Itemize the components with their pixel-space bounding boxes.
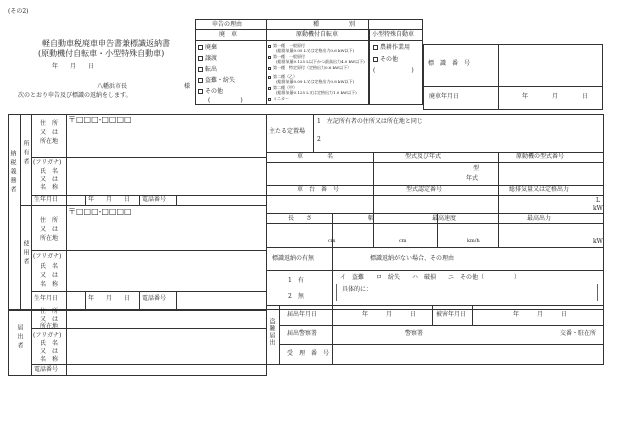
- reason-option-other[interactable]: その他: [198, 89, 223, 95]
- filer-name-3: 名 称: [39, 356, 58, 363]
- moped-title: 原動機付自転車: [296, 31, 339, 38]
- owner-phone-label: 電話番号: [142, 196, 167, 203]
- displacement-unit-l: L: [596, 197, 600, 204]
- owner-name-label-1: 氏 名: [39, 168, 58, 175]
- theft-police-value: 警察署: [405, 330, 424, 337]
- owner-side-label: 所有者: [22, 140, 29, 167]
- user-name-label-3: 名 称: [39, 281, 58, 288]
- checkbox-icon: [373, 57, 378, 62]
- checkbox-icon: [268, 87, 271, 90]
- speed-unit: km/h: [467, 238, 480, 244]
- checkbox-icon: [268, 67, 271, 70]
- checkbox-icon: [268, 76, 271, 79]
- filer-phone-label: 電話番号: [34, 366, 59, 373]
- user-address-label-3: 所在地: [39, 235, 58, 242]
- checkbox-icon: [268, 56, 271, 59]
- recipient: 八幡浜市長: [97, 83, 128, 90]
- theft-branch-value: 交番・駐在所: [560, 330, 597, 337]
- vehicle-name-label: 車 名: [297, 153, 334, 160]
- checkbox-icon: [268, 98, 271, 101]
- width-label: 幅: [368, 215, 375, 222]
- user-name-label-2: 又 は: [39, 272, 58, 279]
- moped-option-5[interactable]: 第二種（甲）: [268, 86, 297, 90]
- storage-label: 主たる定置場: [269, 128, 306, 135]
- plate-box: [423, 44, 603, 110]
- user-birth-value: 年 月 日: [88, 295, 131, 302]
- user-address-label-1: 住 所: [39, 217, 58, 224]
- filer-address-1: 住 所: [39, 308, 58, 315]
- theft-damage-date-value: 年 月 日: [513, 311, 568, 318]
- small-other-paren: ( ): [373, 67, 414, 74]
- engine-model-label: 原動機の型式番号: [516, 153, 565, 160]
- cert-number-label: 型式認定番号: [406, 186, 443, 193]
- width-unit: cm: [399, 238, 407, 244]
- user-birth-label: 生年月日: [34, 295, 59, 302]
- moped-option-3[interactable]: 第一種 特定原付（定格出力0.6 kW以下）: [268, 66, 351, 70]
- moped-option-5-note: (総排気量0.125 L又は定格出力1.0 kW以下): [276, 90, 357, 95]
- moped-option-minicar[interactable]: ミニカー: [268, 97, 289, 101]
- owner-address-label-1: 住 所: [39, 120, 58, 127]
- user-address-label-2: 又 は: [39, 226, 58, 233]
- concrete-bracket: [336, 284, 598, 301]
- reason-option-theft[interactable]: 盗難・紛失: [198, 78, 235, 84]
- request-text: 次のとおり申告及び標識の返納をします。: [18, 92, 132, 99]
- plate-return-reason-label: 標識返納がない場合、その理由: [370, 255, 455, 262]
- plate-return-reason-options[interactable]: イ 盗難 ロ 紛失 ハ 破損 ニ その他（ ）: [340, 274, 521, 281]
- user-name-label-1: 氏 名: [39, 263, 58, 270]
- owner-address-label-3: 所在地: [39, 138, 58, 145]
- theft-police-label: 届出警察署: [287, 330, 318, 337]
- reason-option-transfer[interactable]: 譲渡: [198, 56, 217, 62]
- chassis-number-label: 車 台 番 号: [297, 186, 340, 193]
- small-special-title: 小型特殊自動車: [372, 31, 415, 38]
- owner-address-label-2: 又 は: [39, 129, 58, 136]
- plate-return-label: 標識返納の有無: [272, 255, 315, 262]
- length-unit: cm: [328, 238, 336, 244]
- moped-option-2[interactable]: 第一種 一般原付: [268, 55, 305, 59]
- theft-filing-date-value: 年 月 日: [362, 311, 417, 318]
- year-unit: 年式: [466, 175, 479, 182]
- checkbox-icon: [198, 89, 203, 94]
- owner-birth-value: 年 月 日: [88, 196, 131, 203]
- page-label: (その2): [8, 8, 29, 15]
- moped-option-1[interactable]: 第一種 一般原付: [268, 44, 305, 48]
- checkbox-icon: [268, 45, 271, 48]
- kind-title: 種 別: [313, 21, 356, 28]
- theft-damage-date-label: 被害年月日: [436, 311, 467, 318]
- user-side-label: 使用者: [22, 240, 29, 267]
- plate-return-no[interactable]: 2 無: [288, 293, 304, 300]
- moped-option-4[interactable]: 第二種（乙）: [268, 75, 297, 79]
- owner-name-label-3: 名 称: [39, 184, 58, 191]
- filer-side-label: 届出者: [16, 324, 23, 351]
- small-option-other[interactable]: その他: [373, 57, 398, 63]
- filer-name-1: 氏 名: [39, 340, 58, 347]
- filer-address-3: 所在地: [39, 323, 58, 330]
- filer-furigana: (フリガナ): [33, 332, 62, 339]
- small-option-farm[interactable]: 農耕作業用: [373, 45, 410, 51]
- storage-line1[interactable]: 1 左記所有者の住所又は所在地と同じ: [317, 118, 423, 125]
- checkbox-icon: [198, 67, 203, 72]
- moped-option-4-note: (総排気量0.09 L又は定格出力0.8 kW以下): [276, 79, 355, 84]
- max-speed-label: 最高速度: [432, 215, 457, 222]
- reason-other-paren: ( ): [208, 97, 243, 104]
- moped-option-2-note: (総排気量0.125 L以下かつ最高出力4.0 kW以下): [276, 59, 365, 64]
- form-subtitle: (原動機付自転車・小型特殊自動車): [38, 49, 165, 58]
- theft-filing-date-label: 届出年月日: [287, 311, 318, 318]
- length-label: 長 さ: [288, 215, 313, 222]
- displacement-label: 総排気量又は定格出力: [509, 186, 570, 193]
- checkbox-icon: [373, 45, 378, 50]
- header-date: 年 月 日: [52, 63, 95, 70]
- power-unit: kW: [593, 238, 603, 245]
- reason-haisha: 廃 車: [219, 31, 238, 38]
- displacement-unit-kw: kW: [593, 205, 603, 212]
- reason-option-scrap[interactable]: 廃棄: [198, 45, 217, 51]
- filer-name-2: 又 は: [39, 348, 58, 355]
- reason-option-moveout[interactable]: 転出: [198, 67, 217, 73]
- owner-furigana-label: (フリガナ): [33, 159, 62, 166]
- storage-line2[interactable]: 2: [317, 136, 321, 143]
- moped-option-1-note: (総排気量0.05 L又は定格出力0.6 kW以下): [276, 48, 355, 53]
- recipient-suffix: 様: [184, 83, 191, 90]
- plate-return-yes[interactable]: 1 有: [288, 277, 304, 284]
- max-power-label: 最高出力: [527, 215, 552, 222]
- form-title: 軽自動車税廃車申告書兼標識返納書: [42, 39, 170, 48]
- plate-number-label: 標 識 番 号: [428, 60, 471, 67]
- owner-birth-label: 生年月日: [34, 196, 59, 203]
- model-year-label: 型式及び年式: [405, 153, 442, 160]
- checkbox-icon: [198, 78, 203, 83]
- model-unit: 型: [473, 165, 480, 172]
- user-postal[interactable]: 〒□□□-□□□□: [68, 207, 132, 216]
- owner-postal[interactable]: 〒□□□-□□□□: [68, 115, 132, 124]
- taxpayer-side-label: 納税義務者: [9, 150, 16, 195]
- checkbox-icon: [198, 56, 203, 61]
- plate-return-concrete[interactable]: 具体的に：: [342, 286, 373, 293]
- checkbox-icon: [198, 45, 203, 50]
- owner-name-label-2: 又 は: [39, 176, 58, 183]
- theft-receipt-label: 受 理 番 号: [287, 350, 330, 357]
- scrap-date-value: 年 月 日: [522, 93, 589, 100]
- user-furigana-label: (フリガナ): [33, 253, 62, 260]
- scrap-date-label: 廃車年月日: [429, 93, 460, 100]
- filer-address-2: 又 は: [39, 316, 58, 323]
- reason-title: 申告の理由: [212, 21, 243, 28]
- theft-side-label: 盗難届出: [268, 318, 275, 346]
- user-phone-label: 電話番号: [142, 295, 167, 302]
